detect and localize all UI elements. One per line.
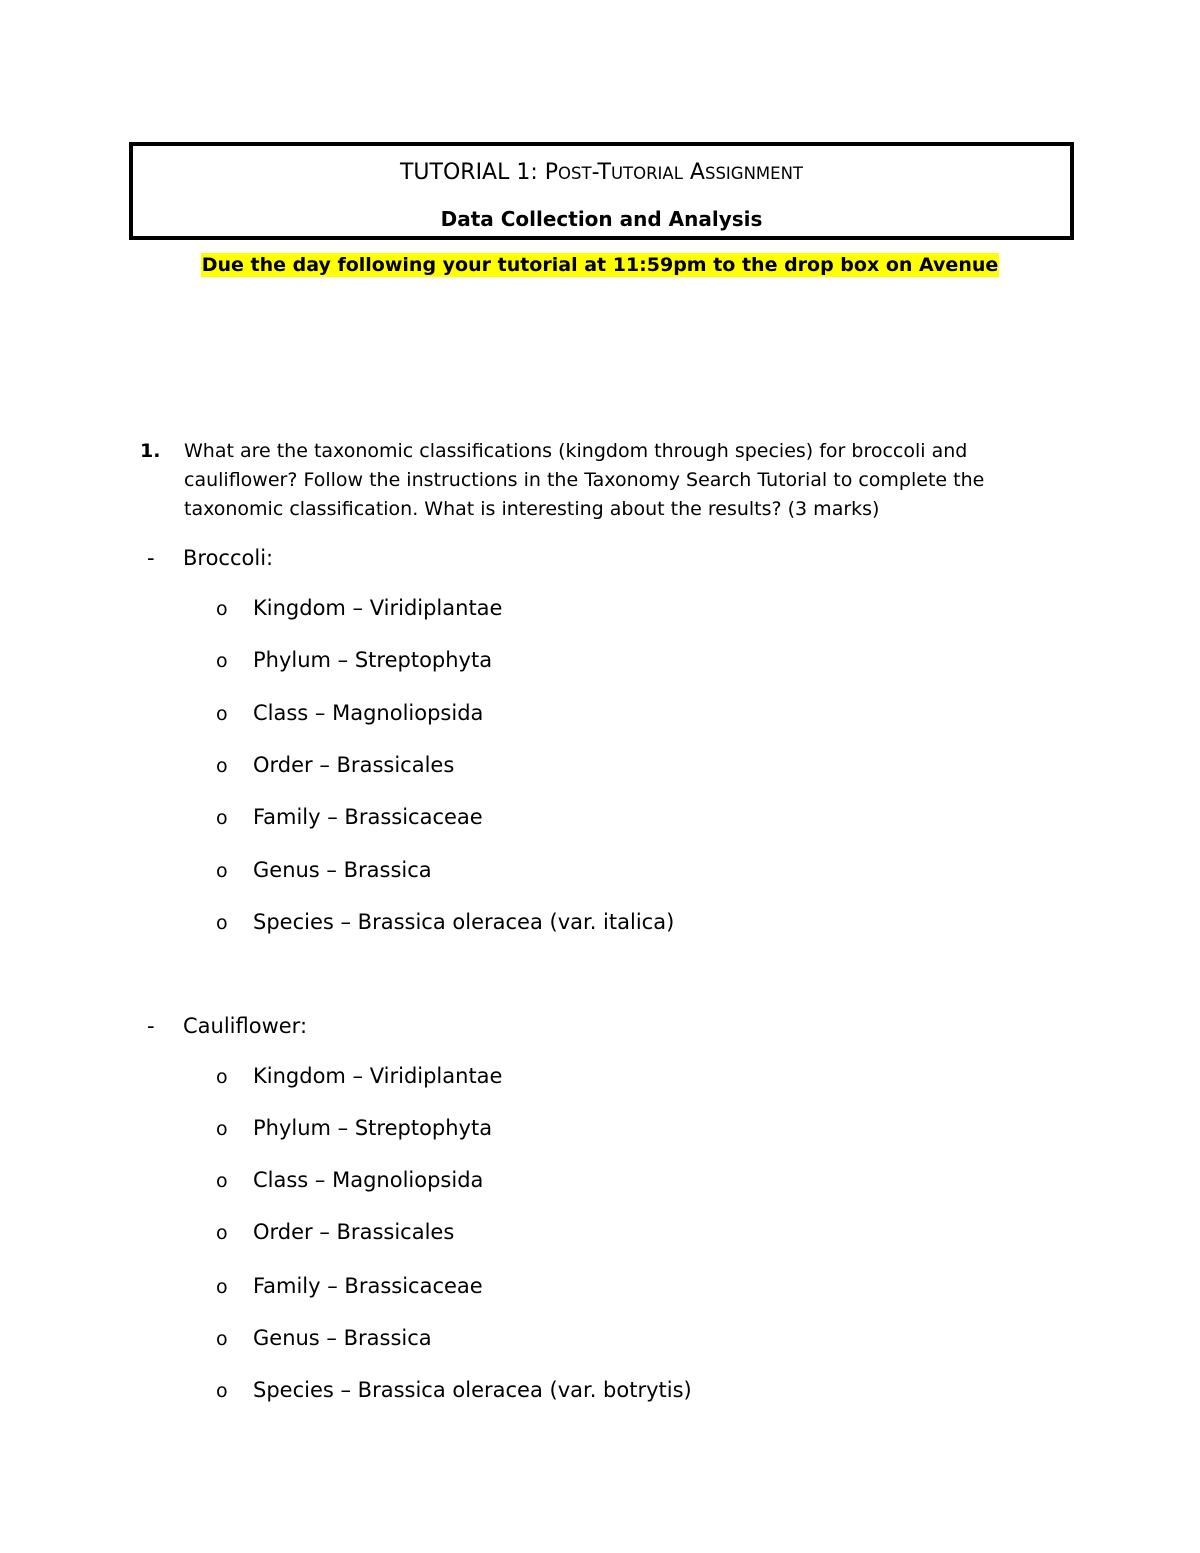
rank-text: Species – Brassica oleracea (var. botrytis): [253, 1378, 692, 1402]
rank-text: Genus – Brassica: [253, 1326, 432, 1350]
dash-bullet: -: [147, 546, 155, 570]
rank-text: Phylum – Streptophyta: [253, 1116, 493, 1140]
rank-text: Class – Magnoliopsida: [253, 701, 484, 725]
title-utorial: UTORIAL: [610, 164, 683, 183]
rank-text: Order – Brassicales: [253, 753, 455, 777]
due-notice-wrap: [0, 253, 1200, 277]
cauliflower-rank-item: [216, 1114, 492, 1143]
page-subtitle: Data Collection and Analysis: [440, 207, 763, 231]
sub-bullet: o: [216, 1222, 228, 1244]
rank-text: Class – Magnoliopsida: [253, 1168, 484, 1192]
sub-bullet: o: [216, 860, 228, 882]
sub-bullet: o: [216, 1380, 228, 1402]
rank-text: Genus – Brassica: [253, 858, 432, 882]
sub-bullet: o: [216, 598, 228, 620]
sub-bullet: o: [216, 755, 228, 777]
title-cap-a: A: [689, 160, 705, 185]
sub-bullet: o: [216, 1118, 228, 1140]
title-word: TUTORIAL 1:: [399, 160, 538, 185]
broccoli-rank-item: [216, 699, 483, 728]
sub-bullet: o: [216, 1170, 228, 1192]
cauliflower-rank-item: [216, 1376, 692, 1405]
sub-bullet: o: [216, 1328, 228, 1350]
question-number: 1.: [140, 440, 161, 462]
broccoli-rank-item: [216, 594, 502, 623]
rank-text: Kingdom – Viridiplantae: [253, 596, 503, 620]
cauliflower-rank-item: [216, 1324, 432, 1353]
cauliflower-rank-item: [216, 1062, 502, 1091]
title-box: [129, 142, 1074, 240]
broccoli-rank-item: [216, 908, 674, 937]
rank-text: Family – Brassicaceae: [253, 1274, 483, 1298]
sub-bullet: o: [216, 1276, 228, 1298]
title-ost: OST: [558, 164, 592, 183]
broccoli-rank-item: [216, 856, 432, 885]
sub-bullet: o: [216, 1066, 228, 1088]
rank-text: Kingdom – Viridiplantae: [253, 1064, 503, 1088]
title-dash-t: -T: [591, 160, 611, 185]
broccoli-rank-item: [216, 751, 454, 780]
due-notice: Due the day following your tutorial at 11:59pm to the drop box on Avenue: [201, 254, 999, 276]
broccoli-heading-row: [147, 544, 273, 572]
sub-bullet: o: [216, 807, 228, 829]
cauliflower-rank-item: [216, 1166, 483, 1195]
cauliflower-rank-item: [216, 1272, 483, 1301]
title-cap-p: P: [544, 160, 559, 185]
rank-text: Species – Brassica oleracea (var. italica): [253, 910, 675, 934]
rank-text: Phylum – Streptophyta: [253, 648, 493, 672]
cauliflower-rank-item: [216, 1218, 454, 1247]
broccoli-rank-item: [216, 646, 492, 675]
sub-bullet: o: [216, 650, 228, 672]
rank-text: Family – Brassicaceae: [253, 805, 483, 829]
broccoli-heading: Broccoli:: [183, 546, 274, 570]
rank-text: Order – Brassicales: [253, 1220, 455, 1244]
dash-bullet: -: [147, 1014, 155, 1038]
cauliflower-heading-row: [147, 1012, 307, 1040]
broccoli-rank-item: [216, 803, 483, 832]
sub-bullet: o: [216, 703, 228, 725]
page-title: [133, 160, 1070, 187]
title-ssignment: SSIGNMENT: [704, 164, 804, 183]
sub-bullet: o: [216, 912, 228, 934]
cauliflower-heading: Cauliflower:: [183, 1014, 308, 1038]
question-text: What are the taxonomic classifications (kingdom through species) for broccoli and cauliflower? Follow the instructions in the Taxonomy Search Tutorial to complete the taxonomic classification. What is interesting about the results? (3 marks): [184, 440, 985, 520]
